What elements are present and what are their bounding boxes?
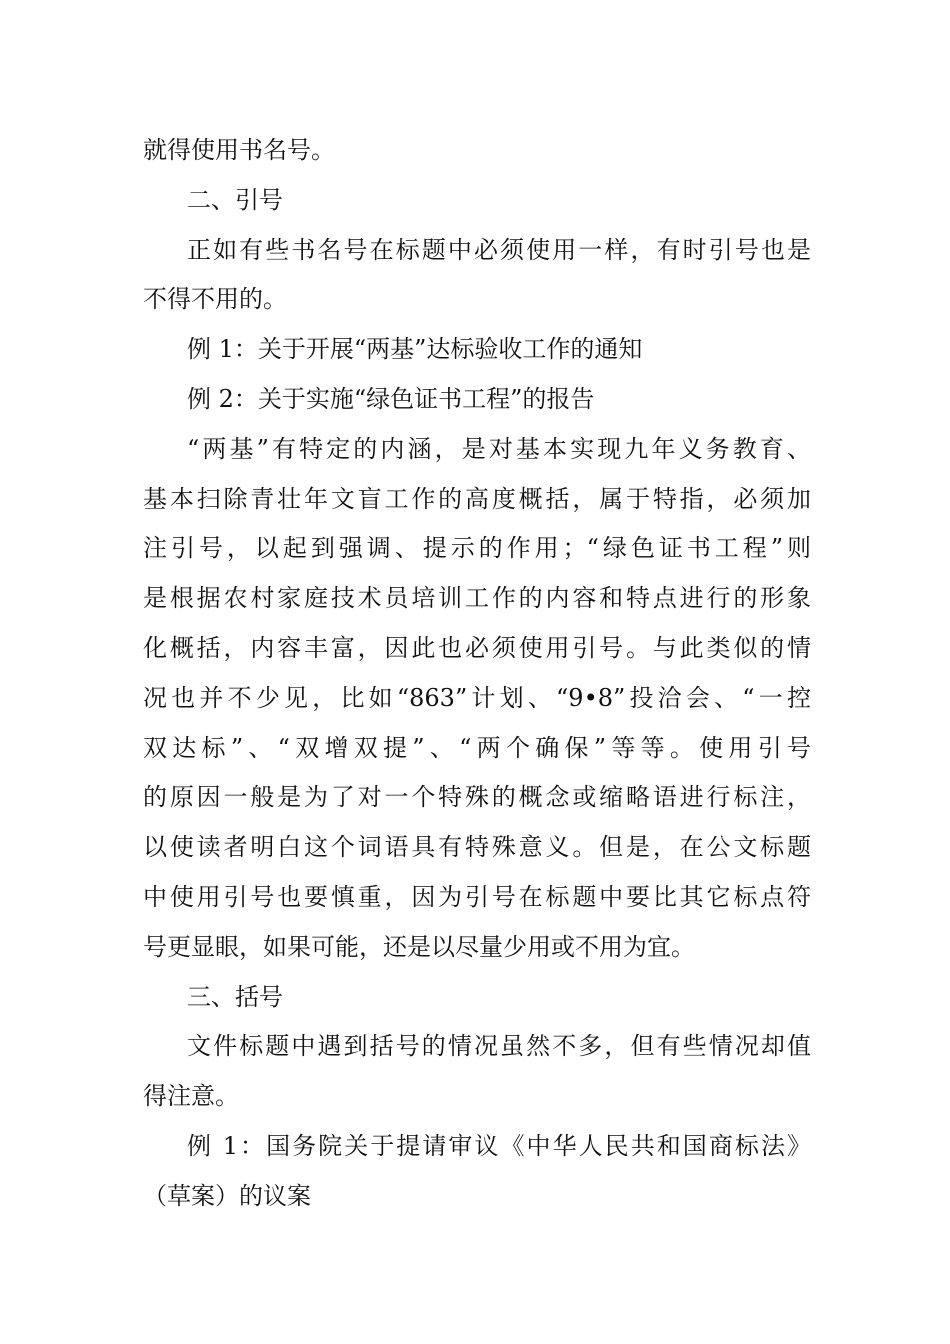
paragraph-line: 双达标”、“双增双提”、“两个确保”等等。使用引号 — [143, 733, 811, 762]
paragraph-line: 号更显眼，如果可能，还是以尽量少用或不用为宜。 — [143, 932, 695, 961]
paragraph-line: 正如有些书名号在标题中必须使用一样，有时引号也是 — [187, 235, 811, 264]
paragraph-line: 中使用引号也要慎重，因为引号在标题中要比其它标点符 — [143, 882, 811, 911]
paragraph-line: 是根据农村家庭技术员培训工作的内容和特点进行的形象 — [143, 584, 811, 613]
paragraph-line: 的原因一般是为了对一个特殊的概念或缩略语进行标注， — [143, 783, 811, 812]
section-heading-brackets: 三、括号 — [187, 982, 283, 1011]
paragraph-line: 基本扫除青壮年文盲工作的高度概括，属于特指，必须加 — [143, 484, 811, 513]
text-line: 就得使用书名号。 — [143, 136, 335, 164]
paragraph-line: 以使读者明白这个词语具有特殊意义。但是，在公文标题 — [143, 833, 811, 862]
section-heading-quotes: 二、引号 — [187, 185, 283, 214]
document-body — [143, 126, 811, 1222]
paragraph-line: 不得不用的。 — [143, 285, 287, 314]
paragraph-line: 化概括，内容丰富，因此也必须使用引号。与此类似的情 — [143, 633, 811, 662]
paragraph-line: 文件标题中遇到括号的情况虽然不多，但有些情况却值 — [187, 1032, 811, 1061]
example-line: 例 1：国务院关于提请审议《中华人民共和国商标法》 — [187, 1131, 811, 1160]
example-line: 例 1：关于开展“两基”达标验收工作的通知 — [187, 335, 643, 364]
paragraph-line: 况也并不少见，比如“863”计划、“9•8”投洽会、“一控 — [143, 683, 811, 712]
example-line: 例 2：关于实施“绿色证书工程”的报告 — [187, 384, 595, 413]
paragraph-line: 得注意。 — [143, 1082, 239, 1111]
paragraph-line: “两基”有特定的内涵，是对基本实现九年义务教育、 — [187, 434, 811, 463]
paragraph-line: 注引号，以起到强调、提示的作用；“绿色证书工程”则 — [143, 534, 811, 563]
example-line: （草案）的议案 — [143, 1181, 311, 1210]
